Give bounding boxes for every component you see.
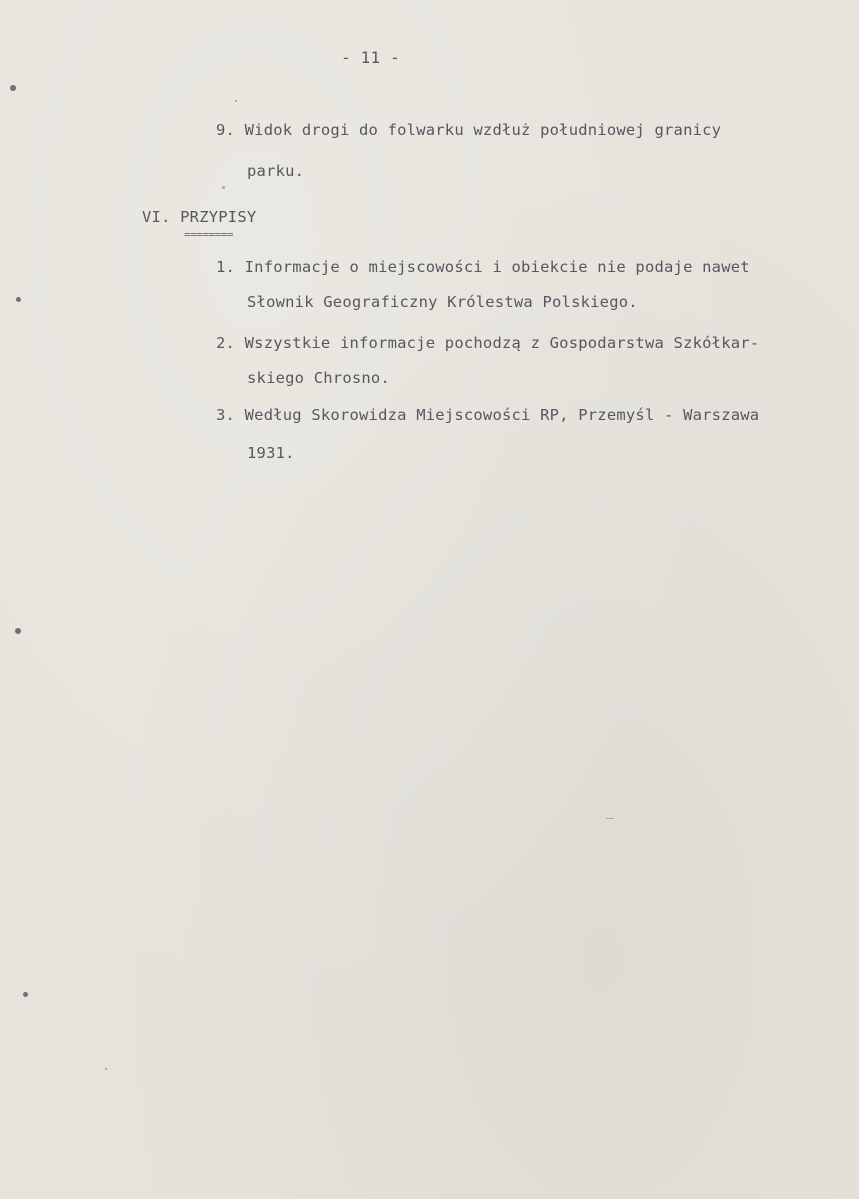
footnote-1: [216, 258, 750, 276]
footnote-3-continuation: 1931.: [247, 444, 295, 462]
footnote-number: 1.: [216, 258, 236, 276]
section-heading-underline: ========: [184, 228, 233, 241]
list-item-text: Widok drogi do folwarku wzdłuż południowej granicy: [244, 121, 722, 139]
section-heading: VI. PRZYPISY: [142, 208, 257, 226]
footnote-text: Wszystkie informacje pochodzą z Gospodarstwa Szkółkar-: [244, 334, 760, 352]
list-item-9-continuation: parku.: [247, 162, 305, 180]
paper-speck: [105, 1068, 107, 1070]
footnote-text: Według Skorowidza Miejscowości RP, Przemyśl - Warszawa: [244, 406, 760, 424]
paper-speck: [235, 100, 237, 102]
paper-speck: [606, 818, 614, 819]
footnote-2: [216, 334, 759, 352]
page-number: - 11 -: [341, 48, 400, 67]
punch-hole-mark: [16, 297, 21, 302]
punch-hole-mark: [23, 992, 28, 997]
list-item-number: 9.: [216, 121, 236, 139]
punch-hole-mark: [10, 85, 16, 91]
footnote-text: Informacje o miejscowości i obiekcie nie podaje nawet: [244, 258, 750, 276]
footnote-number: 2.: [216, 334, 236, 352]
punch-hole-mark: [15, 628, 21, 634]
footnote-1-continuation: Słownik Geograficzny Królestwa Polskiego.: [247, 293, 638, 311]
footnote-3: [216, 406, 759, 424]
list-item-9: [216, 121, 721, 139]
footnote-2-continuation: skiego Chrosno.: [247, 369, 390, 387]
footnote-number: 3.: [216, 406, 236, 424]
paper-speck: [222, 186, 225, 189]
